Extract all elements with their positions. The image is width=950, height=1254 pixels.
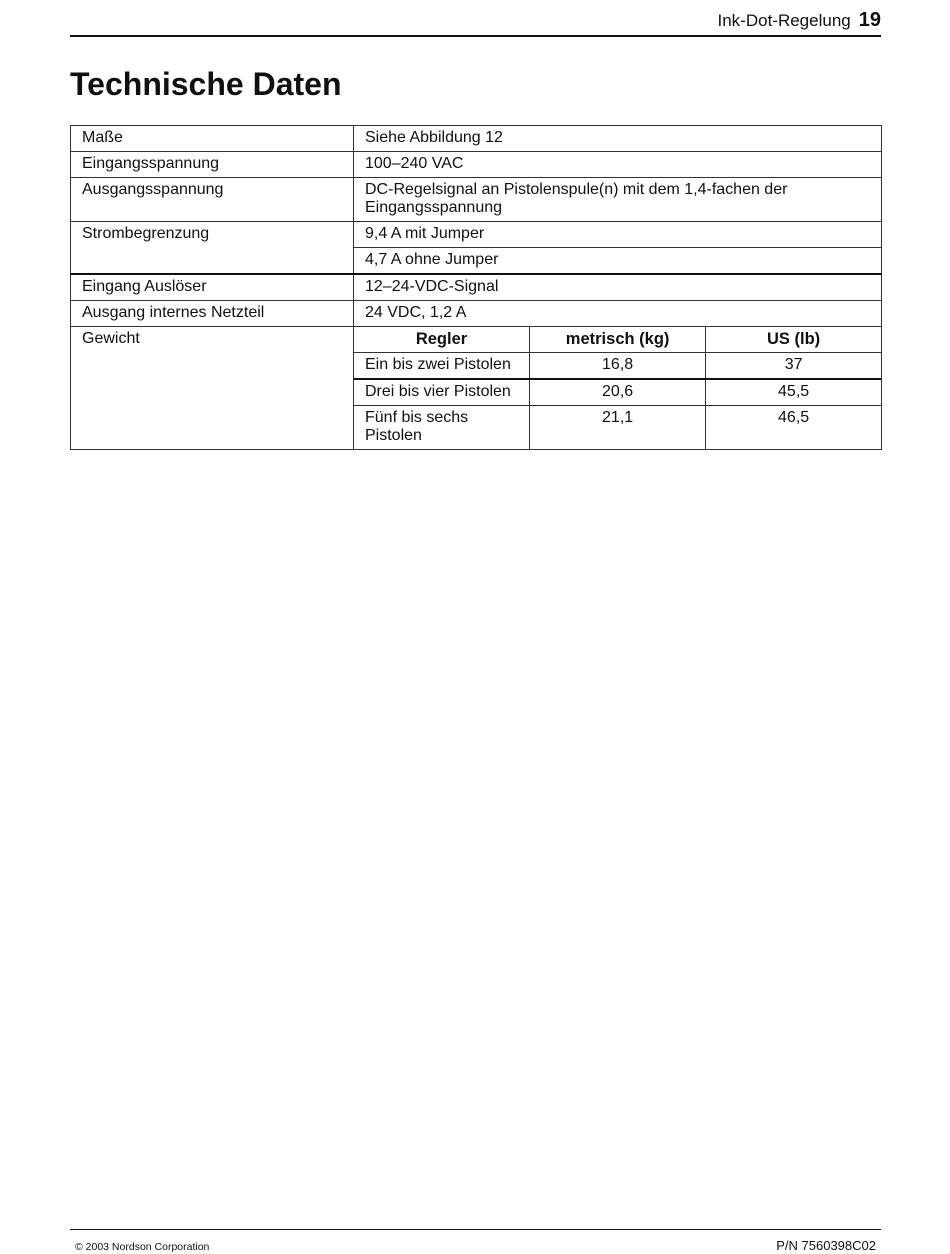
- table-row: [71, 178, 882, 222]
- header-text: [718, 9, 882, 32]
- us-cell: 37: [706, 353, 881, 380]
- spec-value: 100–240 VAC: [354, 152, 882, 178]
- spec-label: Eingangsspannung: [71, 152, 354, 178]
- spec-label: Maße: [71, 126, 354, 152]
- table-row: [71, 222, 882, 248]
- spec-label: Ausgang internes Netzteil: [71, 301, 354, 327]
- part-number: P/N 7560398C02: [776, 1238, 876, 1253]
- column-header-metric: metrisch (kg): [530, 327, 706, 353]
- weight-header-row: [354, 327, 881, 353]
- spec-value: Siehe Abbildung 12: [354, 126, 882, 152]
- table-row: [71, 301, 882, 327]
- spec-label: Eingang Auslöser: [71, 274, 354, 301]
- column-header-regler: Regler: [354, 327, 530, 353]
- column-header-us: US (lb): [706, 327, 881, 353]
- page-header: [70, 0, 881, 37]
- us-cell: 45,5: [706, 379, 881, 406]
- copyright-text: © 2003 Nordson Corporation: [75, 1241, 210, 1253]
- table-row: [354, 353, 881, 380]
- metric-cell: 16,8: [530, 353, 706, 380]
- spec-value: 12–24-VDC-Signal: [354, 274, 882, 301]
- table-row: [71, 327, 882, 450]
- footer-divider: [70, 1229, 881, 1230]
- regler-cell: Drei bis vier Pistolen: [354, 379, 530, 406]
- section-title: Ink-Dot-Regelung: [717, 11, 851, 30]
- page-number: 19: [858, 9, 881, 31]
- specs-table: [70, 125, 882, 450]
- spec-value: 4,7 A ohne Jumper: [354, 248, 882, 275]
- weight-cell: [354, 327, 882, 450]
- table-row: [354, 406, 881, 450]
- weight-table: [354, 327, 881, 449]
- spec-value: 9,4 A mit Jumper: [354, 222, 882, 248]
- metric-cell: 21,1: [530, 406, 706, 450]
- table-row: [71, 274, 882, 301]
- spec-label: Gewicht: [71, 327, 354, 450]
- regler-cell: Ein bis zwei Pistolen: [354, 353, 530, 380]
- table-row: [354, 379, 881, 406]
- us-cell: 46,5: [706, 406, 881, 450]
- spec-value: DC-Regelsignal an Pistolenspule(n) mit dem 1,4-fachen der Eingangsspannung: [354, 178, 882, 222]
- table-row: [71, 152, 882, 178]
- spec-label: Ausgangsspannung: [71, 178, 354, 222]
- spec-value: 24 VDC, 1,2 A: [354, 301, 882, 327]
- table-row: [71, 126, 882, 152]
- regler-cell: Fünf bis sechs Pistolen: [354, 406, 530, 450]
- page-title: Technische Daten: [70, 66, 342, 102]
- metric-cell: 20,6: [530, 379, 706, 406]
- spec-label: Strombegrenzung: [71, 222, 354, 275]
